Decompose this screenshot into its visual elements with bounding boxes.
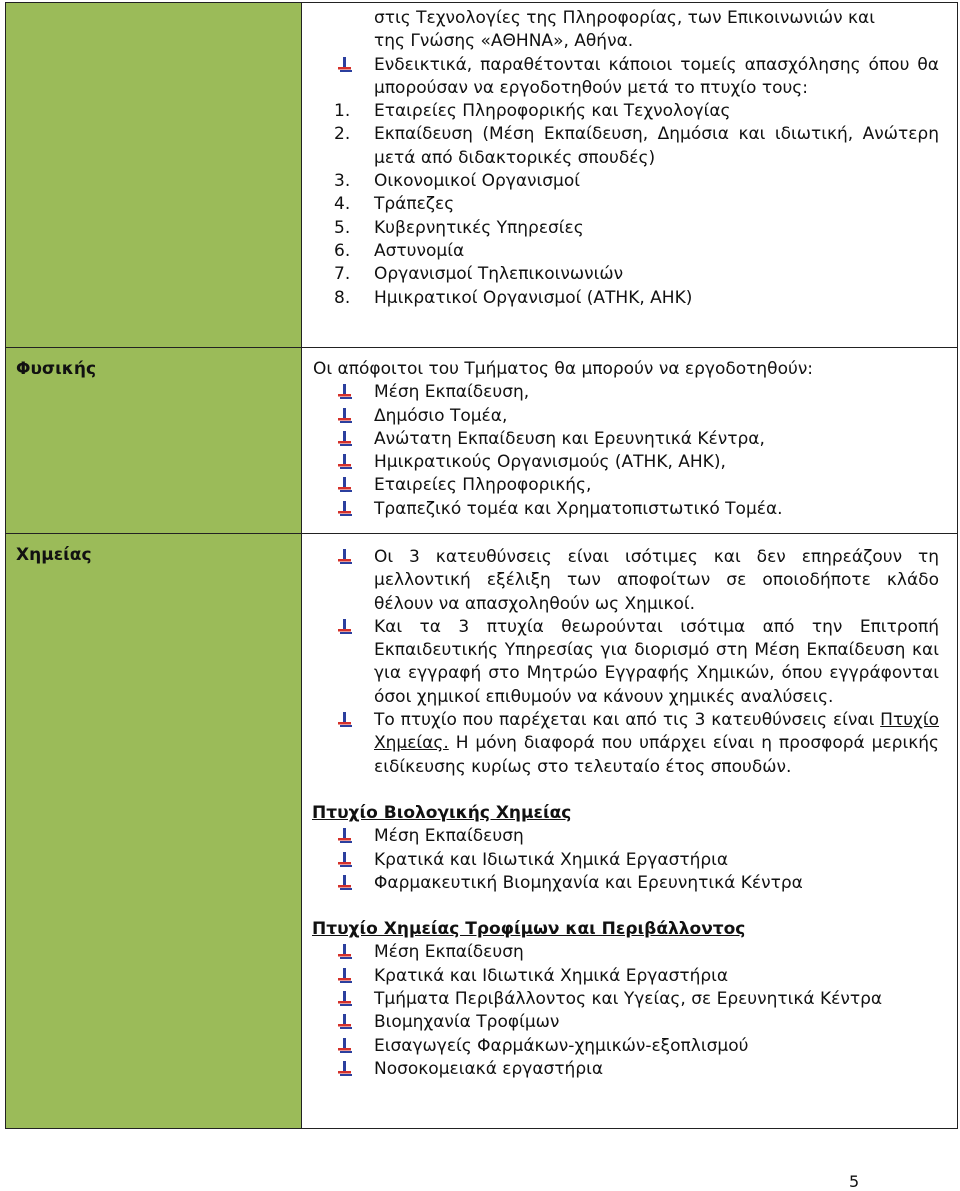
content-cell (302, 348, 958, 534)
item-number: 8. (334, 287, 351, 308)
pushpin-bullet-icon (336, 474, 374, 497)
list-item (302, 941, 939, 964)
bio-chem-heading: Πτυχίο Βιολογικής Χημείας (312, 802, 572, 823)
item-number: 6. (334, 240, 351, 261)
list-item-text: Κρατικά και Ιδιωτικά Χημικά Εργαστήρια (374, 965, 729, 986)
pushpin-bullet-icon (336, 616, 374, 639)
pushpin-bullet-icon (336, 381, 374, 404)
item-text: Τράπεζες (374, 194, 455, 215)
list-item-text: Τραπεζικό τομέα και Χρηματοπιστωτικό Τομέα. (374, 498, 783, 519)
continued-text: στις Τεχνολογίες της Πληροφορίας, των Επικοινωνιών και της Γνώσης «ΑΘΗΝΑ», Αθήνα. (374, 8, 875, 52)
table-row (6, 348, 958, 534)
label-cell (6, 348, 302, 534)
content-cell (302, 534, 958, 1129)
page-number: 5 (849, 1172, 860, 1191)
item-number: 1. (334, 101, 351, 122)
list-item-text: Τμήματα Περιβάλλοντος και Υγείας, σε Ερευνητικά Κέντρα (374, 989, 883, 1010)
pushpin-bullet-icon (336, 941, 374, 964)
list-item-text: Ημικρατικούς Οργανισμούς (ΑΤΗΚ, ΑΗΚ), (374, 452, 726, 473)
list-item (302, 428, 939, 451)
list-item (302, 451, 939, 474)
career-table (5, 2, 958, 1129)
list-item-text: Νοσοκομειακά εργαστήρια (374, 1058, 604, 1079)
item-text: Κυβερνητικές Υπηρεσίες (374, 217, 584, 238)
content-cell (302, 3, 958, 348)
item-text: Οργανισμοί Τηλεπικοινωνιών (374, 264, 624, 285)
list-item: Οι 3 κατευθύνσεις είναι ισότιμες και δεν επηρεάζουν τη μελλοντική εξέλιξη των αποφοίτων σε οποιοδήποτε κλάδο θέλουν να απασχοληθούν ως Χημικοί. (302, 546, 939, 616)
list-item (302, 1058, 939, 1081)
list-item (302, 1011, 939, 1034)
item-text: Αστυνομία (374, 240, 465, 261)
list-item (302, 825, 939, 848)
list-item-text: Κρατικά και Ιδιωτικά Χημικά Εργαστήρια (374, 849, 729, 870)
table-row (6, 534, 958, 1129)
pushpin-bullet-icon (336, 709, 374, 732)
pushpin-bullet-icon (336, 428, 374, 451)
food-chem-list (302, 941, 939, 1081)
numbered-item (302, 263, 939, 286)
list-item (302, 965, 939, 988)
item-number: 7. (334, 264, 351, 285)
label-cell (6, 3, 302, 348)
numbered-item (302, 217, 939, 240)
bio-chem-list (302, 825, 939, 895)
list-item-text: Μέση Εκπαίδευση (374, 826, 524, 847)
pushpin-bullet-icon (336, 1011, 374, 1034)
pushpin-bullet-icon (336, 872, 374, 895)
pushpin-bullet-icon (336, 546, 374, 569)
pushpin-bullet-icon (336, 498, 374, 521)
numbered-item (302, 193, 939, 216)
numbered-item (302, 287, 939, 310)
item-number: 5. (334, 217, 351, 238)
list-item (302, 988, 939, 1011)
numbered-item (302, 170, 939, 193)
list-item (302, 872, 939, 895)
list-item: Και τα 3 πτυχία θεωρούνται ισότιμα από την Επιτροπή Εκπαιδευτικής Υπηρεσίας για διορισμό στη Μέση Εκπαίδευση και για εγγραφή στο Μητρώο Εγγραφής Χημικών, όπου εγγράφονται όσοι χημικοί επιθυμούν να κάνουν χημικές αναλύσεις. (302, 616, 939, 709)
list-item-text: Βιομηχανία Τροφίμων (374, 1012, 560, 1033)
pushpin-bullet-icon (336, 988, 374, 1011)
list-item (302, 474, 939, 497)
list-item-text: Ανώτατη Εκπαίδευση και Ερευνητικά Κέντρα, (374, 428, 765, 449)
numbered-item (302, 240, 939, 263)
item-number: 4. (334, 194, 351, 215)
row-label-chemistry: Χημείας (16, 545, 92, 565)
pushpin-bullet-icon (336, 54, 374, 77)
pushpin-bullet-icon (336, 849, 374, 872)
item-text: Εταιρείες Πληροφορικής και Τεχνολογίας (374, 101, 731, 122)
pushpin-bullet-icon (336, 1058, 374, 1081)
label-cell (6, 534, 302, 1129)
row-label-physics: Φυσικής (16, 359, 97, 379)
list-item (302, 1035, 939, 1058)
list-item-text: Φαρμακευτική Βιομηχανία και Ερευνητικά Κέντρα (374, 872, 803, 893)
list-item-text: Μέση Εκπαίδευση, (374, 382, 530, 403)
item-text: Ημικρατικοί Οργανισμοί (ΑΤΗΚ, ΑΗΚ) (374, 287, 693, 308)
list-item-text: Εταιρείες Πληροφορικής, (374, 475, 592, 496)
physics-list (302, 381, 939, 521)
food-chem-heading: Πτυχίο Χημείας Τροφίμων και Περιβάλλοντος (312, 919, 746, 940)
pushpin-bullet-icon (336, 825, 374, 848)
list-item: Ενδεικτικά, παραθέτονται κάποιοι τομείς απασχόλησης όπου θα μπορούσαν να εργοδοτηθούν μετά το πτυχίο τους: (302, 54, 939, 101)
list-item-text: Μέση Εκπαίδευση (374, 942, 524, 963)
pushpin-bullet-icon (336, 451, 374, 474)
list-item (302, 405, 939, 428)
physics-intro: Οι απόφοιτοι του Τμήματος θα μπορούν να εργοδοτηθούν: (313, 359, 814, 379)
list-item (302, 849, 939, 872)
item-text: Οικονομικοί Οργανισμοί (374, 171, 581, 192)
table-row (6, 3, 958, 348)
item-text: Εκπαίδευση (Μέση Εκπαίδευση, Δημόσια και ιδιωτική, Ανώτερη μετά από διδακτορικές σπουδές) (374, 124, 939, 168)
numbered-item (302, 100, 939, 123)
list-item: Το πτυχίο που παρέχεται και από τις 3 κατευθύνσεις είναι Πτυχίο Χημείας. Η μόνη διαφορά που υπάρχει είναι η προσφορά μερικής ειδίκευσης κυρίως στο τελευταίο έτος σπουδών. (302, 709, 939, 779)
list-item (302, 381, 939, 404)
pushpin-bullet-icon (336, 1035, 374, 1058)
numbered-list (302, 100, 939, 310)
item-number: 2. (334, 124, 351, 145)
list-item-text: Εισαγωγείς Φαρμάκων-χημικών-εξοπλισμού (374, 1035, 749, 1056)
pushpin-bullet-icon (336, 965, 374, 988)
numbered-item (302, 123, 939, 170)
pushpin-bullet-icon (336, 405, 374, 428)
list-item-text: Δημόσιο Τομέα, (374, 405, 508, 426)
list-item (302, 498, 939, 521)
item-number: 3. (334, 171, 351, 192)
